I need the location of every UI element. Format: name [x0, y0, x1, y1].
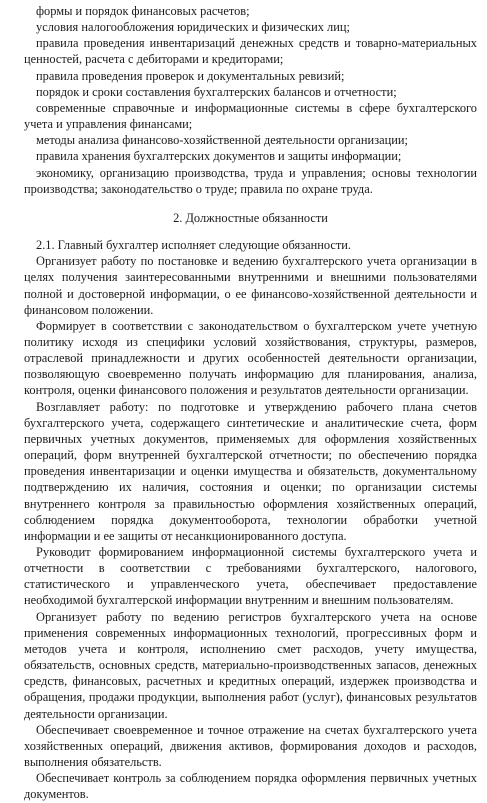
list-item: порядок и сроки составления бухгалтерских балансов и отчетности;: [36, 84, 397, 99]
list-item: методы анализа финансово-хозяйственной деятельности организации;: [36, 133, 408, 148]
requirements-list: [24, 3, 477, 197]
list-item: правила проведения проверок и документальных ревизий;: [36, 68, 345, 83]
paragraph: Формирует в соответствии с законодательством о бухгалтерском учете учетную политику исходя из специфики условий хозяйствования, структуры, размеров, отраслевой принадлежности и других особенностей деятельности организации, позволяющую своевременно получать информацию для планирования, анализа, контроля, оценки финансового положения и результатов деятельности организации.: [24, 318, 477, 398]
paragraph: Обеспечивает своевременное и точное отражение на счетах бухгалтерского учета хозяйственных операций, движения активов, формирования доходов и расходов, выполнения обязательств.: [24, 722, 477, 770]
duties-section: [24, 237, 477, 802]
list-item: правила проведения инвентаризаций денежных средств и товарно-материальных ценностей, расчета с дебиторами и кредиторами;: [24, 36, 477, 67]
paragraph: Руководит формированием информационной системы бухгалтерского учета и отчетности в соответствии с требованиями бухгалтерского, налогового, статистического и управленческого учета, обеспечивает предоставление необходимой бухгалтерской информации внутренним и внешним пользователям.: [24, 545, 477, 608]
list-item: условия налогообложения юридических и физических лиц;: [36, 20, 350, 35]
paragraph: 2.1. Главный бухгалтер исполняет следующие обязанности.: [36, 238, 351, 253]
list-item: современные справочные и информационные системы в сфере бухгалтерского учета и управления финансами;: [24, 100, 477, 132]
paragraph: Возглавляет работу: по подготовке и утверждению рабочего плана счетов бухгалтерского учета, содержащего синтетические и аналитические счета, форм первичных учетных документов, применяемых для оформления хозяйственных операций, форм внутренней бухгалтерской отчетности; по обеспечению порядка проведения инвентаризации и оценки имущества и обязательств, документальному подтверждению их наличия, состояния и оценки; по организации системы внутреннего контроля за правильностью оформления хозяйственных операций, соблюдением порядка документооборота, технологии обработки учетной информации и ее защиты от несанкционированного доступа.: [24, 399, 477, 543]
list-item: правила хранения бухгалтерских документов и защиты информации;: [36, 149, 402, 164]
paragraph: Организует работу по ведению регистров бухгалтерского учета на основе применения современных информационных технологий, прогрессивных форм и методов учета и контроля, исполнению смет расходов, учету имущества, обязательств, основных средств, материально-производственных запасов, денежных средств, финансовых, расчетных и кредитных операций, издержек производства и обращения, продажи продукции, выполнения работ (услуг), финансовых результатов деятельности организации.: [24, 609, 477, 721]
paragraph: Обеспечивает контроль за соблюдением порядка оформления первичных учетных документов.: [24, 771, 477, 802]
list-item: формы и порядок финансовых расчетов;: [36, 4, 250, 18]
list-item: экономику, организацию производства, труда и управления; основы технологии производства; законодательство о труде; правила по охране труда.: [24, 165, 477, 196]
paragraph: Организует работу по постановке и ведению бухгалтерского учета организации в целях получения заинтересованными внутренними и внешними пользователями полной и достоверной информации, о ее финансово-хозяйственной деятельности и финансовом положении.: [24, 254, 477, 317]
document-page: [24, 3, 477, 803]
section-heading: 2. Должностные обязанности: [173, 210, 328, 225]
